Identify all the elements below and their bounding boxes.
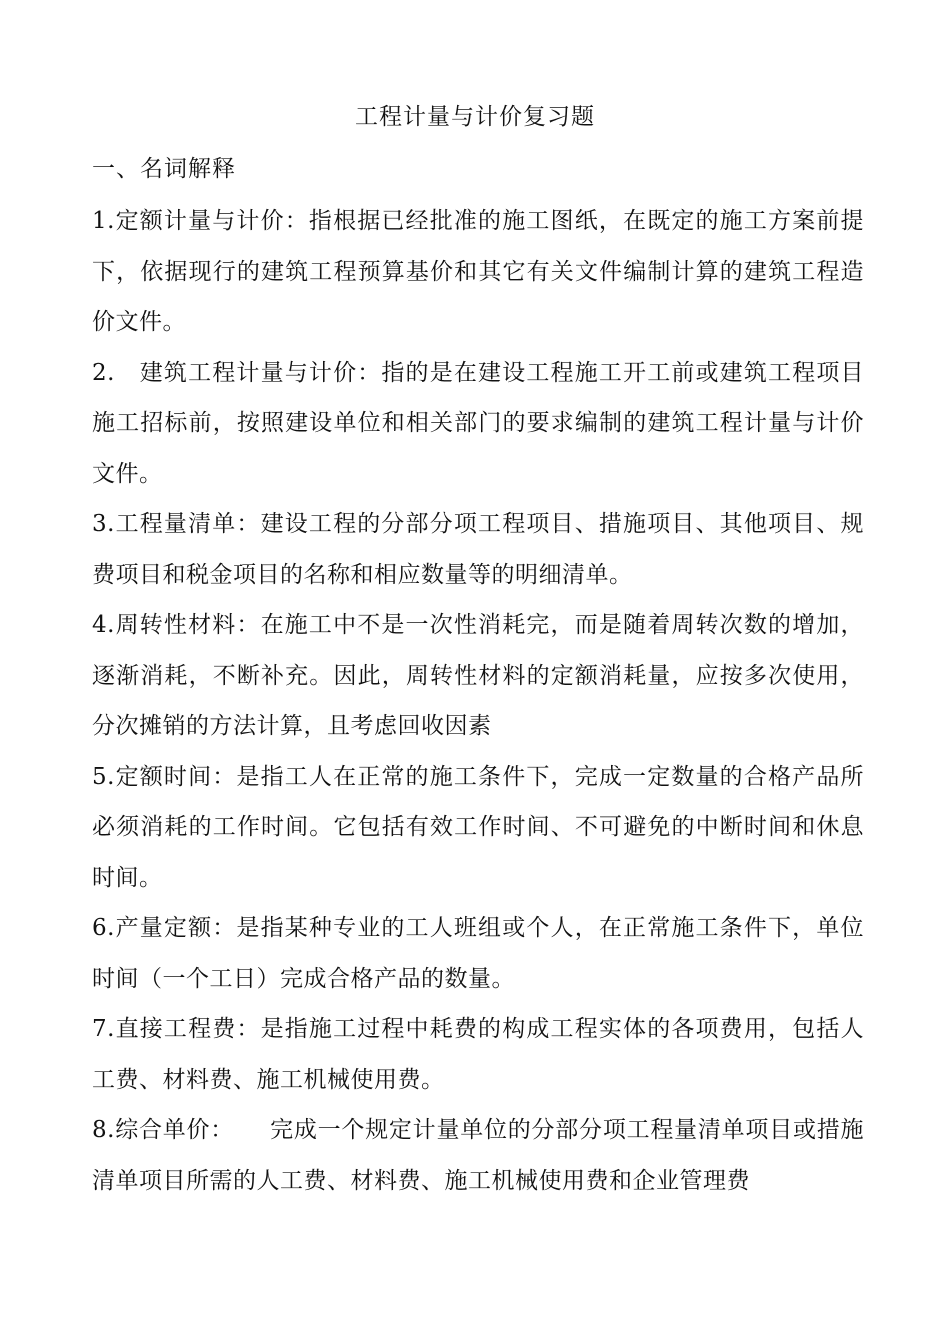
- term-item-6: 6.产量定额：是指某种专业的工人班组或个人，在正常施工条件下，单位时间（一个工日）完成合格产品的数量。: [92, 915, 864, 992]
- section-heading: 一、名词解释: [92, 156, 236, 182]
- term-item-1: 1.定额计量与计价：指根据已经批准的施工图纸，在既定的施工方案前提下，依据现行的建筑工程预算基价和其它有关文件编制计算的建筑工程造价文件。: [92, 208, 864, 335]
- term-item-4: 4.周转性材料：在施工中不是一次性消耗完，而是随着周转次数的增加，逐渐消耗，不断补充。因此，周转性材料的定额消耗量，应按多次使用，分次摊销的方法计算，且考虑回收因素: [92, 612, 864, 739]
- term-item-7: 7.直接工程费：是指施工过程中耗费的构成工程实体的各项费用，包括人工费、材料费、施工机械使用费。: [92, 1016, 864, 1093]
- term-item-2: 2. 建筑工程计量与计价：指的是在建设工程施工开工前或建筑工程项目施工招标前，按照建设单位和相关部门的要求编制的建筑工程计量与计价文件。: [92, 359, 864, 487]
- term-item-3: 3.工程量清单：建设工程的分部分项工程项目、措施项目、其他项目、规费项目和税金项目的名称和相应数量等的明细清单。: [92, 511, 864, 588]
- document-title: 工程计量与计价复习题: [355, 104, 595, 130]
- term-item-8: 8.综合单价： 完成一个规定计量单位的分部分项工程量清单项目或措施清单项目所需的人工费、材料费、施工机械使用费和企业管理费: [92, 1117, 864, 1194]
- term-item-5: 5.定额时间：是指工人在正常的施工条件下，完成一定数量的合格产品所必须消耗的工作时间。它包括有效工作时间、不可避免的中断时间和休息时间。: [92, 763, 864, 891]
- term-list: [92, 196, 864, 1206]
